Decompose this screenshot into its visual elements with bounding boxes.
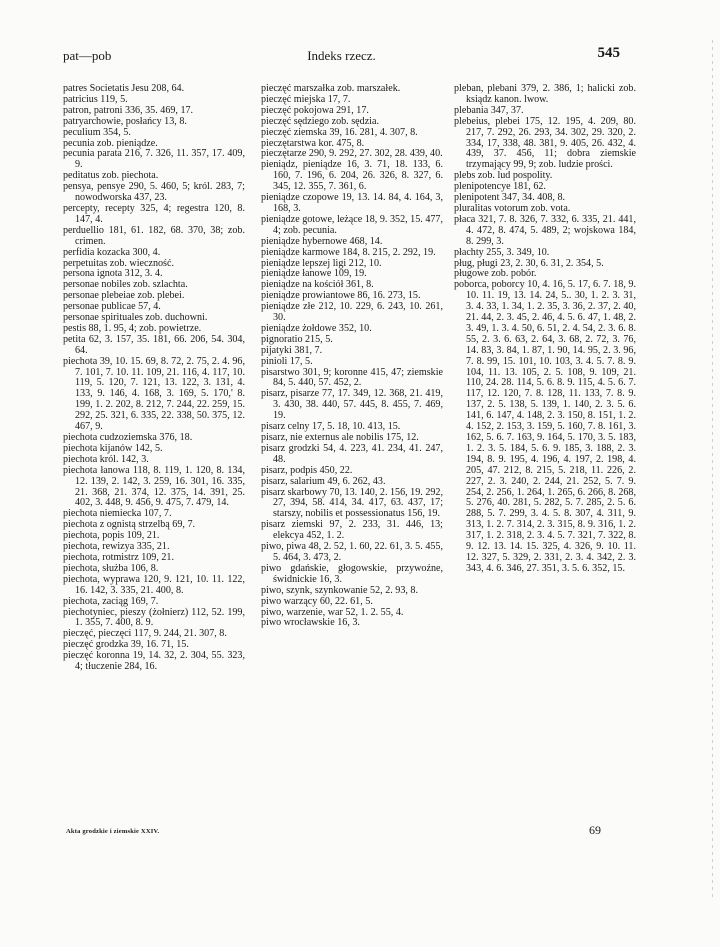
index-entry: piechota, popis 109, 21. <box>63 530 160 542</box>
index-entry: percepty, recepty 325, 4; regestra 120, 8. 147, 4. <box>63 202 245 225</box>
index-entry: piwo, szynk, szynkowanie 52, 2. 93, 8. <box>261 584 418 596</box>
index-entry: piwo, warzenie, war 52, 1. 2. 55, 4. <box>261 606 404 618</box>
index-column-right <box>454 84 636 575</box>
running-header <box>63 45 620 68</box>
index-entry: pieniądze gotowe, leżące 18, 9. 352, 15. 477, 4; zob. pecunia. <box>261 213 443 236</box>
footer-series-title: Akta grodzkie i ziemskie XXIV. <box>66 828 160 835</box>
index-entry: persona ignota 312, 3. 4. <box>63 268 163 280</box>
index-entry: pieczęć, pieczęci 117, 9. 244, 21. 307, 8. <box>63 628 227 640</box>
index-entry: pługowe zob. pobór. <box>454 268 537 280</box>
index-entry: personae publicae 57, 4. <box>63 301 161 313</box>
index-entry: piwo, piwa 48, 2. 52, 1. 60, 22. 61, 3. 5. 455, 5. 464, 3. 473, 2. <box>261 541 443 563</box>
index-entry: plenipotent 347, 34. 408, 8. <box>454 192 566 204</box>
index-entry: płaca 321, 7. 8. 326, 7. 332, 6. 335, 21. 441, 4. 472, 8. 474, 5. 489, 2; wojskowa 184, 8. 299, 3. <box>454 213 636 247</box>
index-entry: pisarz skarbowy 70, 13. 140, 2. 156, 19. 292, 27, 394, 58. 414, 34. 417, 63. 437, 17; starszy, nobilis et possessionatus 156, 19. <box>261 486 443 520</box>
index-entry: plebs zob. lud pospolity. <box>454 170 553 182</box>
index-entry: perfidia kozacka 300, 4. <box>63 246 161 258</box>
index-entry: pieczętarstwa kor. 475, 8. <box>261 137 365 149</box>
index-entry: piechota niemiecka 107, 7. <box>63 508 172 520</box>
index-entry: pinioli 17, 5. <box>261 355 313 367</box>
index-entry: poborca, poborcy 10, 4. 16, 5. 17, 6. 7. 18, 9. 10. 11. 19, 13. 14. 24, 5.. 30, 1. 2. 3. 31, 3. 4. 33, 1. 34, 1. 2. 35, 3. 36, 2. 37, 2. 40, 21. 44, 2. 3. 45, 2. 46, 4. 5. 6. 47, 1. 48, 2. 3. 49, 1. 3. 4. 50, 6. 51, 2. 4. 54, 2. 3. 6. 8. 55, 2. 3. 6. 63, 2. 64, 3. 68, 2. 72, 3. 76, 14. 83, 3. 84, 1. 87, 1. 90, 14. 95, 2. 3. 96, 7. 8. 99, 15. 101, 10. 103, 3. 4. 5. 7. 8. 9. 104, 11. 13. 105, 2. 5. 108, 9. 109, 21. 110, 24. 28. 114, 5. 6. 8. 9. 115, 4. 5. 6. 7. 117, 12. 120, 7. 8. 128, 11. 133, 7. 8. 9. 137, 2. 5. 138, 5. 139, 1. 140, 2. 3. 5. 6. 141, 6. 147, 4. 148, 2. 3. 150, 8. 151, 1. 2. 4. 152, 2. 153, 3. 159, 5. 160, 7. 8. 161, 3. 162, 5. 6. 7. 163, 9. 164, 5. 170, 3. 5. 183, 1. 2. 3. 5. 184, 5. 6. 9. 185, 3. 188, 2. 3. 194, 8. 9. 195, 4. 196, 4. 197, 2. 198, 4. 205, 47. 212, 8. 215, 5. 218, 11. 226, 2. 227, 2. 3. 240, 2. 244, 21. 252, 5. 7. 9. 254, 2. 256, 1. 264, 1. 265, 6. 266, 8. 268, 5. 276, 40. 281, 5. 282, 5. 7. 285, 2. 5. 6. 288, 5. 7. 299, 3. 4. 5. 8. 307, 4. 311, 9. 313, 1. 2. 7. 314, 2. 3. 315, 8. 9. 316, 1. 2. 317, 1. 2. 318, 2. 3. 4. 5. 7. 321, 7. 322, 8. 9. 12. 13. 14. 15. 325, 4. 326, 9. 10. 11. 12. 327, 5. 329, 2. 331, 2. 3. 4. 342, 2. 3. 343, 4. 6. 346, 27. 351, 3. 5. 6. 352, 15. <box>454 279 636 574</box>
index-entry: pisarz ziemski 97, 2. 233, 31. 446, 13; elekcya 452, 1. 2. <box>261 519 443 542</box>
index-entry: pieniądz, pieniądze 16, 3. 71, 18. 133, 6. 160, 7. 196, 6. 204, 26. 326, 8. 327, 6. 345, 12. 355, 7. 361, 6. <box>261 159 443 193</box>
index-entry: pensya, pensye 290, 5. 460, 5; król. 283, 7; nowodworska 437, 23. <box>63 181 245 204</box>
index-entry: pieczętarze 290, 9. 292, 27. 302, 28. 439, 40. <box>261 148 443 160</box>
index-entry: pijatyki 381, 7. <box>261 344 323 356</box>
index-entry: pieniądze na kościół 361, 8. <box>261 279 374 291</box>
index-entry: pisarz grodzki 54, 4. 223, 41. 234, 41. 247, 48. <box>261 442 443 465</box>
index-entry: piechota cudzoziemska 376, 18. <box>63 432 193 443</box>
index-entry: pecunia zob. pieniądze. <box>63 137 158 149</box>
index-entry: pisarz, salarium 49, 6. 262, 43. <box>261 475 386 487</box>
scan-edge-mark <box>712 40 713 900</box>
index-entry: perpetuitas zob. wieczność. <box>63 257 174 269</box>
index-entry: piechotyniec, pieszy (żołnierz) 112, 52. 199, 1. 355, 7. 400, 8. 9. <box>63 606 245 629</box>
index-entry: piwo gdańskie, głogowskie, przywoźne, świdnickie 16, 3. <box>261 562 443 585</box>
index-entry: piechota, służba 106, 8. <box>63 562 159 574</box>
index-entry: plenipotencye 181, 62. <box>454 181 546 193</box>
index-entry: pług, pługi 23, 2. 30, 6. 31, 2. 354, 5. <box>454 257 604 269</box>
index-entry: pieniądze czopowe 19, 13. 14. 84, 4. 164, 3, 168, 3. <box>261 192 443 214</box>
index-entry: pluralitas votorum zob. vota. <box>454 202 571 214</box>
header-title: Indeks rzecz. <box>307 48 376 63</box>
index-entry: piechota kijanów 142, 5. <box>63 442 163 454</box>
index-entry: pieniądze karmowe 184, 8. 215, 2. 292, 19. <box>261 246 436 258</box>
index-entry: płachty 255, 3. 349, 10. <box>454 246 550 258</box>
index-column-middle <box>261 84 443 629</box>
index-entry: pieczęć marszałka zob. marszałek. <box>261 83 401 94</box>
index-entry: pestis 88, 1. 95, 4; zob. powietrze. <box>63 322 202 334</box>
index-entry: patricius 119, 5. <box>63 93 128 105</box>
index-entry: pieniądze hybernowe 468, 14. <box>261 235 383 247</box>
index-entry: piechota z ognistą strzelbą 69, 7. <box>63 519 196 531</box>
index-entry: personae plebeiae zob. plebei. <box>63 290 185 302</box>
index-column-left <box>63 84 245 673</box>
index-entry: plebeius, plebei 175, 12. 195, 4. 209, 80. 217, 7. 292, 26. 293, 34. 302, 29. 320, 2. 334, 17, 338, 48. 381, 9. 405, 26. 432, 4. 439, 37. 456, 11; dobra ziemskie trzymający 99, 9; zob. ludzie prości. <box>454 115 636 171</box>
index-entry: pieczęć pokojowa 291, 17. <box>261 104 369 116</box>
index-entry: pisarz, podpis 450, 22. <box>261 464 353 476</box>
header-range: pat—pob <box>63 48 112 63</box>
index-entry: patron, patroni 336, 35. 469, 17. <box>63 104 194 116</box>
index-entry: pignoratio 215, 5. <box>261 333 333 345</box>
index-entry: pieczęć miejska 17, 7. <box>261 93 351 105</box>
index-entry: petita 62, 3. 157, 35. 181, 66. 206, 54. 304, 64. <box>63 333 245 356</box>
footer-signature-number: 69 <box>589 823 601 837</box>
index-entry: piechota, zaciąg 169, 7. <box>63 595 159 607</box>
index-entry: piechota, rewizya 335, 21. <box>63 541 170 553</box>
index-entry: pisarz, nie externus ale nobilis 175, 12. <box>261 432 419 443</box>
index-entry: pieniądze prowiantowe 86, 16. 273, 15. <box>261 290 421 302</box>
index-entry: pisarz, pisarze 77, 17. 349, 12. 368, 21. 419, 3. 430, 38. 440, 57. 445, 8. 455, 7. 469, 19. <box>261 388 443 422</box>
index-entry: pecunia parata 216, 7. 326, 11. 357, 17. 409, 9. <box>63 148 245 171</box>
index-entry: pleban, plebani 379, 2. 386, 1; halicki zob. ksiądz kanon. lwow. <box>454 83 636 105</box>
index-entry: pieczęć ziemska 39, 16. 281, 4. 307, 8. <box>261 126 418 138</box>
index-entry: plebania 347, 37. <box>454 104 524 116</box>
index-entry: pieniądze lepszej ligi 212, 10. <box>261 257 382 269</box>
index-entry: piwo warzący 60, 22. 61, 5. <box>261 595 373 607</box>
index-entry: pieczęć koronna 19, 14. 32, 2. 304, 55. 323, 4; tłuczenie 284, 16. <box>63 650 245 673</box>
index-entry: patres Societatis Jesu 208, 64. <box>63 83 185 94</box>
index-entry: pisarz celny 17, 5. 18, 10. 413, 15. <box>261 421 401 433</box>
index-entry: piwo wrocławskie 16, 3. <box>261 617 360 629</box>
index-entry: piechota 39, 10. 15. 69, 8. 72, 2. 75, 2. 4. 96, 7. 101, 7. 10. 11. 109, 21. 116, 4. 117, 10. 119, 5. 120, 7. 121, 13. 122, 3. 131, 4. 133, 9. 146, 4. 168, 3. 169, 5. 170,' 8. 199, 1. 2. 202, 8. 212, 7. 244, 22. 259, 15. 292, 25. 321, 6. 335, 22. 338, 50. 375, 12. 467, 9. <box>63 355 245 433</box>
index-entry: personae spirituales zob. duchowni. <box>63 312 208 324</box>
index-entry: pieczęć grodzka 39, 16. 71, 15. <box>63 639 189 651</box>
index-entry: peditatus zob. piechota. <box>63 170 159 182</box>
index-entry: personae nobiles zob. szlachta. <box>63 279 188 291</box>
index-entry: peculium 354, 5. <box>63 126 131 138</box>
index-entry: pieczęć sędziego zob. sędzia. <box>261 115 379 127</box>
index-entry: pieniądze żołdowe 352, 10. <box>261 322 372 334</box>
index-entry: piechota król. 142, 3. <box>63 453 149 465</box>
index-entry: pieniądze łanowe 109, 19. <box>261 268 367 280</box>
index-entry: pieniądze złe 212, 10. 229, 6. 243, 10. 261, 30. <box>261 301 443 324</box>
header-page-number: 545 <box>597 45 620 61</box>
index-entry: pisarstwo 301, 9; koronne 415, 47; ziemskie 84, 5. 440, 57. 452, 2. <box>261 366 443 389</box>
index-entry: patryarchowie, posłańcy 13, 8. <box>63 115 187 127</box>
index-entry: piechota, rotmistrz 109, 21. <box>63 551 175 563</box>
index-entry: piechota, wyprawa 120, 9. 121, 10. 11. 122, 16. 142, 3. 335, 21. 400, 8. <box>63 573 245 596</box>
index-entry: piechota łanowa 118, 8. 119, 1. 120, 8. 134, 12. 139, 2. 142, 3. 259, 16. 301, 16. 335, 21. 368, 21. 374, 12. 375, 14. 391, 25. 402, 3. 448, 9. 456, 9. 475, 7. 479, 14. <box>63 464 245 509</box>
index-entry: perduellio 181, 61. 182, 68. 370, 38; zob. crimen. <box>63 224 245 247</box>
